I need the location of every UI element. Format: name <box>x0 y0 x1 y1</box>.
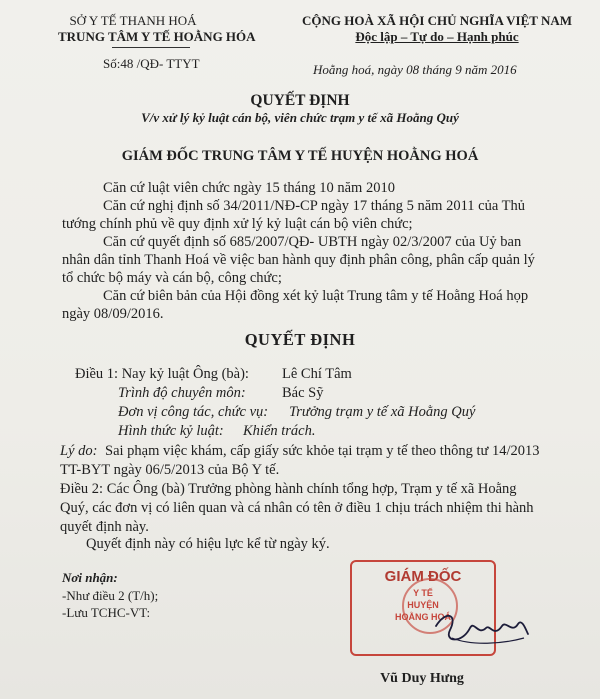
unit-label: Đơn vị công tác, chức vụ: <box>118 404 269 420</box>
preamble-line: Căn cứ quyết định số 685/2007/QĐ- UBTH ngày 02/3/2007 của Uỷ ban <box>103 234 522 250</box>
preamble-line: ngày 08/09/2016. <box>62 306 164 322</box>
stamp-line: HOẰNG HOÁ <box>395 612 451 622</box>
decision-title: QUYẾT ĐỊNH <box>250 92 350 109</box>
country-name: CỘNG HOÀ XÃ HỘI CHỦ NGHĨA VIỆT NAM <box>301 13 573 28</box>
article-2-text: Quý, các đơn vị có liên quan và cá nhân có tên ở điều 1 chịu trách nhiệm thi hành <box>60 500 534 516</box>
issue-date: Hoằng hoá, ngày 08 tháng 9 năm 2016 <box>313 62 517 77</box>
recipients-label: Nơi nhận: <box>62 570 118 585</box>
discipline-label: Hình thức kỷ luật: <box>118 423 224 439</box>
recipient-item: -Lưu TCHC-VT: <box>62 605 151 620</box>
article-2-text: Điều 2: Các Ông (bà) Trưởng phòng hành chính tổng hợp, Trạm y tế xã Hoằng <box>60 481 517 497</box>
preamble-line: Căn cứ luật viên chức ngày 15 tháng 10 năm 2010 <box>103 180 395 196</box>
qualification-value: Bác Sỹ <box>282 385 324 401</box>
person-name: Lê Chí Tâm <box>282 366 352 382</box>
recipient-item: -Như điều 2 (T/h); <box>62 588 159 603</box>
article-2-text: quyết định này. <box>60 519 149 535</box>
reason-text: Sai phạm việc khám, cấp giấy sức khỏe tại trạm y tế theo thông tư 14/2013 <box>105 443 540 459</box>
discipline-value: Khiển trách. <box>243 423 316 439</box>
effect-statement: Quyết định này có hiệu lực kể từ ngày ký. <box>86 536 330 552</box>
reason-text: TT-BYT ngày 06/5/2013 của Bộ Y tế. <box>60 462 280 478</box>
issuing-authority: GIÁM ĐỐC TRUNG TÂM Y TẾ HUYỆN HOẰNG HOÁ <box>121 148 479 164</box>
preamble-line: tổ chức bộ máy và cán bộ, công chức; <box>62 270 282 286</box>
preamble-line: tướng chính phủ về quy định xử lý kỷ luật cán bộ viên chức; <box>62 216 413 232</box>
preamble-line: nhân dân tỉnh Thanh Hoá về việc ban hành quy định phân công, phân cấp quản lý <box>62 252 535 268</box>
center-name: TRUNG TÂM Y TẾ HOẰNG HÓA <box>58 29 256 44</box>
signer-name: Vũ Duy Hưng <box>380 671 464 686</box>
preamble-line: Căn cứ nghị định số 34/2011/NĐ-CP ngày 17 tháng 5 năm 2011 của Thủ <box>103 198 526 214</box>
qualification-label: Trình độ chuyên môn: <box>118 385 246 401</box>
motto: Độc lập – Tự do – Hạnh phúc <box>355 29 519 44</box>
preamble-line: Căn cứ biên bản của Hội đồng xét kỷ luật Trung tâm y tế Hoằng Hoá họp <box>103 288 529 304</box>
article-1-label: Điều 1: Nay kỷ luật Ông (bà): <box>75 366 249 382</box>
reason-label: Lý do: <box>60 443 98 459</box>
handwritten-signature <box>432 608 532 650</box>
stamp-line: HUYỆN <box>407 600 439 610</box>
header-left-rule <box>112 47 190 48</box>
unit-value: Trưởng trạm y tế xã Hoằng Quý <box>289 404 476 420</box>
stamp-line: Y TẾ <box>413 588 433 598</box>
department-name: SỞ Y TẾ THANH HOÁ <box>69 13 197 28</box>
stamp-title: GIÁM ĐỐC <box>384 568 462 585</box>
decision-heading: QUYẾT ĐỊNH <box>244 330 356 349</box>
document-number: Số:48 /QĐ- TTYT <box>103 56 200 71</box>
decision-subject: V/v xử lý kỷ luật cán bộ, viên chức trạm y tế xã Hoằng Quý <box>141 110 459 125</box>
